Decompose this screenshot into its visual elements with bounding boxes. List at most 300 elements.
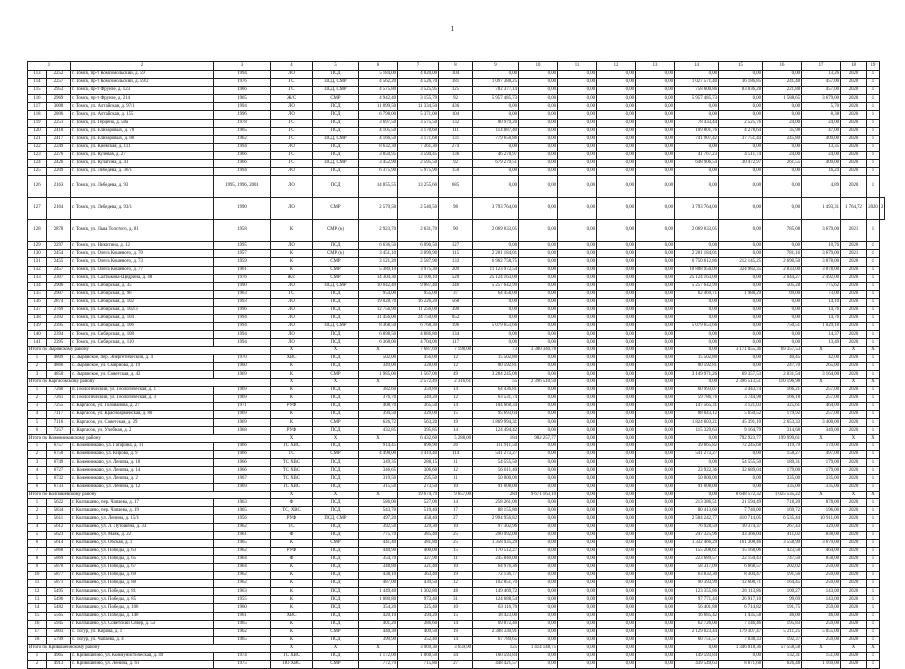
table-row bbox=[28, 250, 885, 258]
table-cell: СМР bbox=[313, 198, 359, 220]
table-cell: 2209 bbox=[47, 168, 71, 176]
table-cell: 212 145,25 bbox=[719, 258, 763, 266]
table-cell: ЛО bbox=[271, 143, 313, 151]
table-cell: 5870 bbox=[47, 563, 71, 571]
table-cell: К bbox=[271, 580, 313, 588]
table-row bbox=[28, 331, 885, 339]
table-cell: 1 bbox=[867, 515, 880, 523]
table-cell: г. Томск, ул. Лебедева, д. 93 bbox=[71, 176, 214, 198]
table-cell: 169,72 bbox=[763, 507, 802, 515]
table-cell: 0,00 bbox=[519, 168, 558, 176]
table-cell: 782 377,14 bbox=[473, 87, 519, 95]
table-cell: 1994 bbox=[214, 323, 271, 331]
table-cell: 6732 bbox=[47, 475, 71, 483]
table-cell: 0,00 bbox=[597, 563, 636, 571]
table-row bbox=[28, 547, 885, 555]
table-cell: 2769 bbox=[47, 306, 71, 314]
table-cell: 0,00 bbox=[636, 111, 675, 119]
table-cell: 1955 bbox=[214, 596, 271, 604]
table-cell: 5 389,10 bbox=[359, 266, 398, 274]
table-cell: 0,00 bbox=[636, 168, 675, 176]
table-cell: 3 679,00 bbox=[802, 220, 841, 242]
table-cell: 0,00 bbox=[558, 331, 597, 339]
page-number: 1 bbox=[450, 26, 455, 33]
table-cell: 1 bbox=[867, 419, 880, 427]
table-cell: 2020 bbox=[841, 168, 867, 176]
table-cell: 0,00 bbox=[558, 628, 597, 636]
table-cell: 411,02 bbox=[763, 531, 802, 539]
table-cell: 4 bbox=[28, 467, 47, 475]
table-cell: 191,56 bbox=[763, 572, 802, 580]
table-cell: 1965 bbox=[214, 127, 271, 135]
table-cell: 2020 bbox=[841, 323, 867, 331]
table-cell: 3 679,00 bbox=[802, 250, 841, 258]
table-cell: 2020 bbox=[867, 198, 880, 220]
table-cell: г. Томск, ул. Сибирская, д. 108 bbox=[71, 331, 214, 339]
table-cell: 2020 bbox=[841, 127, 867, 135]
table-cell: 0,00 bbox=[675, 306, 719, 314]
table-cell: 1966 bbox=[214, 451, 271, 459]
table-cell: 306,60 bbox=[398, 467, 439, 475]
table-cell: г. Томск, пр-т Комсомольский, д. 59/2 bbox=[71, 79, 214, 87]
table-cell: 335,00 bbox=[763, 483, 802, 491]
table-cell: г. Колпашево, ул. Обская, д. 1 bbox=[71, 539, 214, 547]
table-cell: 0,00 bbox=[519, 79, 558, 87]
table-cell: 1994 bbox=[214, 143, 271, 151]
table-cell: 2 031,54 bbox=[763, 371, 802, 379]
table-cell: 1 bbox=[28, 355, 47, 363]
column-number-cell: 3 bbox=[214, 62, 271, 71]
table-cell: 0,00 bbox=[558, 467, 597, 475]
table-cell: 497,20 bbox=[359, 515, 398, 523]
table-cell: 0,00 bbox=[519, 395, 558, 403]
table-cell: 2020 bbox=[841, 339, 867, 347]
table-cell: 0,00 bbox=[519, 315, 558, 323]
table-cell: 0,00 bbox=[719, 168, 763, 176]
table-cell: ПСД bbox=[313, 580, 359, 588]
table-cell: 0,00 bbox=[597, 507, 636, 515]
table-cell: ПСД bbox=[313, 111, 359, 119]
table-cell: 0,00 bbox=[675, 176, 719, 198]
table-cell: 354,70 bbox=[359, 555, 398, 563]
table-cell: 2020 bbox=[841, 555, 867, 563]
table-cell: 1 bbox=[867, 143, 880, 151]
table-cell: 0,00 bbox=[519, 220, 558, 242]
table-cell: 0,00 bbox=[675, 168, 719, 176]
table-cell: 1 bbox=[867, 563, 880, 571]
table-cell: 0,00 bbox=[763, 168, 802, 176]
table-cell: 13 bbox=[28, 596, 47, 604]
table-cell: ГС bbox=[271, 79, 313, 87]
table-cell: 2392 bbox=[47, 315, 71, 323]
table-cell: 2020 bbox=[841, 612, 867, 620]
district-total-cell: 2 396 513,51 bbox=[719, 379, 763, 387]
table-cell: 0,00 bbox=[558, 403, 597, 411]
table-cell: 0,00 bbox=[558, 612, 597, 620]
table-cell: 0,00 bbox=[636, 459, 675, 467]
table-cell: 2251 bbox=[47, 119, 71, 127]
table-cell: ПСД bbox=[313, 531, 359, 539]
table-cell: 8 368,50 bbox=[359, 323, 398, 331]
district-total-label: Итого по Зырянскому району bbox=[28, 347, 271, 355]
table-cell: 1 302,80 bbox=[398, 588, 439, 596]
table-cell: 2020 bbox=[841, 331, 867, 339]
table-cell: 2395 bbox=[47, 323, 71, 331]
table-cell: 0,00 bbox=[597, 523, 636, 531]
table-cell: 64 436,81 bbox=[473, 386, 519, 394]
table-cell: ПСД bbox=[313, 339, 359, 347]
table-cell: 3 170,60 bbox=[398, 127, 439, 135]
table-cell: ПСД bbox=[313, 395, 359, 403]
district-total-cell: 0,00 bbox=[597, 347, 636, 355]
table-cell: 95 693,64 bbox=[473, 411, 519, 419]
table-cell: ЛО bbox=[271, 103, 313, 111]
table-cell: г. Томск, ул. Елизаровых, д. 80 bbox=[71, 135, 214, 143]
table-cell: 8,38 bbox=[802, 111, 841, 119]
table-cell: 2020 bbox=[841, 475, 867, 483]
table-cell: 134 bbox=[28, 282, 47, 290]
district-total-cell: 982 257,77 bbox=[519, 435, 558, 443]
table-cell: 8 871,68 bbox=[719, 660, 763, 668]
district-total-cell: Х bbox=[359, 347, 398, 355]
table-cell: 1968 bbox=[214, 427, 271, 435]
table-row bbox=[28, 119, 885, 127]
table-cell: 0,00 bbox=[719, 143, 763, 151]
table-cell: 72 245,68 bbox=[719, 443, 763, 451]
table-cell: К bbox=[271, 220, 313, 242]
table-cell: 166,18 bbox=[763, 395, 802, 403]
table-cell: 27 bbox=[439, 515, 473, 523]
table-cell: 420,10 bbox=[359, 612, 398, 620]
table-cell: 179 307,47 bbox=[719, 628, 763, 636]
district-total-cell: 0,00 bbox=[558, 379, 597, 387]
table-cell: 0,00 bbox=[558, 339, 597, 347]
table-cell: СМР bbox=[313, 95, 359, 103]
table-cell: 4 498,00 bbox=[359, 451, 398, 459]
table-cell: ЛО bbox=[271, 315, 313, 323]
table-cell: 2020 bbox=[841, 539, 867, 547]
table-cell: 49 bbox=[439, 371, 473, 379]
table-cell: 37 bbox=[439, 290, 473, 298]
district-total-cell: 7 198,00 bbox=[439, 347, 473, 355]
column-number-cell: 5 bbox=[313, 62, 359, 71]
table-cell: 1 bbox=[867, 539, 880, 547]
district-total-cell: Х bbox=[313, 435, 359, 443]
table-cell: ТС bbox=[271, 451, 313, 459]
table-cell: 104 668,34 bbox=[473, 403, 519, 411]
table-cell: 0,00 bbox=[636, 483, 675, 491]
table-cell: 6727 bbox=[47, 467, 71, 475]
table-cell: 0,00 bbox=[597, 636, 636, 644]
table-cell: 1961 bbox=[214, 612, 271, 620]
table-cell: 23 922,36 bbox=[675, 467, 719, 475]
table-row bbox=[28, 355, 885, 363]
table-cell: 2020 bbox=[841, 427, 867, 435]
table-cell: 0,00 bbox=[597, 395, 636, 403]
table-cell: 2 492,00 bbox=[802, 274, 841, 282]
table-cell: 0,00 bbox=[473, 176, 519, 198]
table-cell: 626,72 bbox=[359, 419, 398, 427]
table-cell: 2020 bbox=[841, 95, 867, 103]
table-cell: ПСД, СМР bbox=[313, 323, 359, 331]
table-cell: 223 689,57 bbox=[675, 555, 719, 563]
table-cell: 394,20 bbox=[398, 612, 439, 620]
table-row bbox=[28, 71, 885, 79]
table-cell: 440,90 bbox=[359, 547, 398, 555]
table-cell: 4 562,20 bbox=[359, 79, 398, 87]
table-cell: 1964 bbox=[214, 563, 271, 571]
column-number-cell: 16 bbox=[763, 62, 802, 71]
table-cell: г. Томск, ул. Алтайская, д. 155 bbox=[71, 111, 214, 119]
table-cell: 0,00 bbox=[636, 531, 675, 539]
district-total-cell: 184 bbox=[473, 435, 519, 443]
table-cell: 72 136,77 bbox=[473, 572, 519, 580]
table-cell: 0,00 bbox=[473, 339, 519, 347]
table-cell: 2020 bbox=[841, 371, 867, 379]
table-cell: 0,00 bbox=[597, 151, 636, 159]
table-cell: 2297 bbox=[47, 242, 71, 250]
table-cell: 5 371,00 bbox=[398, 111, 439, 119]
table-cell: 209 bbox=[439, 266, 473, 274]
table-cell: 0,00 bbox=[675, 242, 719, 250]
table-cell: 0,00 bbox=[558, 563, 597, 571]
table-cell: РУФ bbox=[271, 403, 313, 411]
table-cell: 15 bbox=[439, 547, 473, 555]
table-cell: с. Тогур, ул. Кирова, д. 1 bbox=[71, 628, 214, 636]
table-cell: 196,00 bbox=[802, 507, 841, 515]
table-cell: 0,00 bbox=[597, 483, 636, 491]
table-cell: 0,00 bbox=[558, 580, 597, 588]
table-cell: 132 bbox=[28, 266, 47, 274]
table-cell: ТС, ХВС bbox=[271, 507, 313, 515]
table-cell: ПСД bbox=[313, 588, 359, 596]
table-cell: ЛО bbox=[271, 111, 313, 119]
table-cell: 838,00 bbox=[802, 531, 841, 539]
table-cell: 394,50 bbox=[359, 411, 398, 419]
table-cell: 69 872,46 bbox=[473, 620, 519, 628]
table-cell: 62 469,71 bbox=[675, 290, 719, 298]
table-cell: 354,20 bbox=[359, 604, 398, 612]
table-cell: 8 bbox=[28, 555, 47, 563]
table-cell: 0,00 bbox=[558, 515, 597, 523]
table-cell: 0,00 bbox=[719, 331, 763, 339]
table-cell: 25 124 163,00 bbox=[473, 274, 519, 282]
table-cell: 3 594,45 bbox=[398, 151, 439, 159]
table-cell: 64 976,36 bbox=[473, 563, 519, 571]
table-row bbox=[28, 660, 885, 668]
district-total-cell: Х bbox=[802, 347, 841, 355]
table-cell: ЛО bbox=[271, 306, 313, 314]
table-cell: 7255 bbox=[47, 403, 71, 411]
table-cell: 8 632,30 bbox=[359, 143, 398, 151]
table-cell: 0,00 bbox=[558, 79, 597, 87]
table-cell: 2020 bbox=[841, 499, 867, 507]
table-cell: 257,00 bbox=[802, 395, 841, 403]
table-cell: 97 302,96 bbox=[473, 523, 519, 531]
table-cell: 0,00 bbox=[519, 363, 558, 371]
table-cell: 2020 bbox=[841, 523, 867, 531]
table-cell: ПСД bbox=[313, 143, 359, 151]
table-cell: 92 bbox=[439, 160, 473, 168]
table-cell: 0,00 bbox=[763, 298, 802, 306]
table-cell: 0,00 bbox=[597, 119, 636, 127]
table-cell: г. Томск, ул. Лебедева, д. 93/1 bbox=[71, 198, 214, 220]
table-cell: 0,00 bbox=[719, 339, 763, 347]
table-cell: 1 bbox=[867, 499, 880, 507]
table-cell: 5799 bbox=[47, 636, 71, 644]
table-cell: 0,00 bbox=[558, 355, 597, 363]
table-cell: 329,00 bbox=[802, 523, 841, 531]
table-cell: 104 bbox=[439, 71, 473, 79]
table-cell: 1994 bbox=[214, 71, 271, 79]
table-cell: 90 393,99 bbox=[675, 580, 719, 588]
table-cell: г. Колпашево, ул. Победы, д. 69 bbox=[71, 572, 214, 580]
table-cell: Ж/С bbox=[271, 95, 313, 103]
table-cell: 37 751,44 bbox=[719, 135, 763, 143]
table-cell: 2020 bbox=[841, 620, 867, 628]
table-cell: 0,00 bbox=[636, 451, 675, 459]
table-cell: Ф bbox=[271, 499, 313, 507]
table-cell: 102 851,70 bbox=[473, 580, 519, 588]
table-cell: 2020 bbox=[841, 660, 867, 668]
table-cell: 3 bbox=[28, 403, 47, 411]
table-cell: 0,00 bbox=[519, 160, 558, 168]
table-cell: 858,00 bbox=[802, 555, 841, 563]
table-cell: 139 bbox=[28, 323, 47, 331]
table-cell: 196 bbox=[439, 323, 473, 331]
table-cell: 2020 bbox=[841, 306, 867, 314]
table-cell: 241,48 bbox=[763, 79, 802, 87]
table-cell: 1 493,31 bbox=[802, 198, 841, 220]
table-cell: 0,00 bbox=[597, 660, 636, 668]
table-row bbox=[28, 652, 885, 660]
table-cell: 7260 bbox=[47, 386, 71, 394]
table-cell: 0,00 bbox=[597, 168, 636, 176]
table-cell: СМР (к) bbox=[313, 250, 359, 258]
table-cell: СМР bbox=[313, 419, 359, 427]
table-cell: 0,00 bbox=[558, 636, 597, 644]
table-cell: 1966 bbox=[214, 467, 271, 475]
table-cell: 1 bbox=[867, 588, 880, 596]
table-cell: 747,50 bbox=[763, 555, 802, 563]
table-cell: 2 595,50 bbox=[398, 160, 439, 168]
district-total-cell: Х bbox=[841, 347, 867, 355]
table-cell: 2020 bbox=[841, 160, 867, 168]
table-cell: г. Томск, ул. Сибирская, д. 110 bbox=[71, 339, 214, 347]
table-cell: 1976 bbox=[214, 79, 271, 87]
table-cell: 1 bbox=[867, 628, 880, 636]
table-cell: 192,37 bbox=[763, 636, 802, 644]
table-cell: г. Колпашево, пер. Чапаева, д. 19 bbox=[71, 507, 214, 515]
table-cell: 3 697,50 bbox=[359, 119, 398, 127]
table-cell: 80 413,60 bbox=[675, 507, 719, 515]
table-cell: 2020 bbox=[841, 419, 867, 427]
table-cell: 0,00 bbox=[558, 588, 597, 596]
district-total-cell: 199 999,61 bbox=[763, 435, 802, 443]
table-cell: 0,00 bbox=[558, 411, 597, 419]
district-total-cell: 0,00 bbox=[558, 435, 597, 443]
table-cell: г. Колпашево, ул. Советский Север, д. 53 bbox=[71, 620, 214, 628]
table-cell: 4 511,74 bbox=[719, 151, 763, 159]
table-cell: 896,90 bbox=[398, 443, 439, 451]
table-cell: 36 186,85 bbox=[719, 79, 763, 87]
table-cell: 0,00 bbox=[597, 315, 636, 323]
table-cell: 0,00 bbox=[636, 596, 675, 604]
table-cell: 12 bbox=[439, 355, 473, 363]
table-cell: с. Тогур, ул. Чапаева, д. 4 bbox=[71, 636, 214, 644]
table-cell: г. Колпашево, ул. Л. Лутошена, д. 33 bbox=[71, 523, 214, 531]
table-cell: 0,00 bbox=[675, 103, 719, 111]
table-cell: 16 226,20 bbox=[398, 298, 439, 306]
table-cell: 0,00 bbox=[597, 331, 636, 339]
district-total-cell: 792 923,77 bbox=[719, 435, 763, 443]
table-cell: 0,00 bbox=[558, 135, 597, 143]
district-total-cell: 57 558,58 bbox=[763, 644, 802, 652]
table-cell: К bbox=[271, 628, 313, 636]
table-cell: 32 689,04 bbox=[719, 467, 763, 475]
table-cell: Ф bbox=[271, 555, 313, 563]
table-row bbox=[28, 620, 885, 628]
table-cell: 274 bbox=[439, 143, 473, 151]
table-cell: 325,40 bbox=[398, 604, 439, 612]
table-cell: 14 bbox=[439, 620, 473, 628]
table-row bbox=[28, 103, 885, 111]
table-cell: 14 bbox=[439, 386, 473, 394]
table-cell: 0,00 bbox=[597, 515, 636, 523]
table-cell: 179,00 bbox=[802, 459, 841, 467]
table-cell: 2 587,90 bbox=[398, 258, 439, 266]
table-cell: ПСД bbox=[313, 103, 359, 111]
table-cell: 0,00 bbox=[636, 151, 675, 159]
table-row bbox=[28, 612, 885, 620]
table-cell: 0,00 bbox=[558, 572, 597, 580]
table-cell: 11 123 972,54 bbox=[473, 266, 519, 274]
table-cell: 0,00 bbox=[597, 79, 636, 87]
table-row bbox=[28, 507, 885, 515]
table-cell: К bbox=[271, 258, 313, 266]
table-cell: 385,40 bbox=[398, 531, 439, 539]
table-cell: 15 bbox=[28, 612, 47, 620]
table-cell: 2021 bbox=[841, 220, 867, 242]
table-cell: 0,00 bbox=[763, 143, 802, 151]
table-cell: 137 bbox=[28, 306, 47, 314]
table-cell: 2257 bbox=[47, 79, 71, 87]
district-total-cell: Х bbox=[271, 347, 313, 355]
table-cell: 14,76 bbox=[802, 306, 841, 314]
table-cell: 259,00 bbox=[802, 580, 841, 588]
table-cell: ПСД, СМР bbox=[313, 515, 359, 523]
table-cell: г. Томск, ул. Алтайская, д. 97/1 bbox=[71, 103, 214, 111]
table-cell: 1 bbox=[867, 555, 880, 563]
table-row bbox=[28, 220, 885, 242]
table-row bbox=[28, 483, 885, 491]
table-cell: 257,00 bbox=[802, 386, 841, 394]
table-cell: 0,00 bbox=[597, 220, 636, 242]
table-cell: г. Колпашево, ул. Ленина, д. 15/1 bbox=[71, 515, 214, 523]
table-cell: ПСД bbox=[313, 547, 359, 555]
table-row bbox=[28, 135, 885, 143]
table-cell: 1956 bbox=[214, 515, 271, 523]
table-cell: 147 565,31 bbox=[675, 403, 719, 411]
table-cell: 0,00 bbox=[558, 604, 597, 612]
district-total-cell: Х bbox=[841, 435, 867, 443]
table-cell: 1965 bbox=[214, 636, 271, 644]
table-cell: 779 658,86 bbox=[473, 135, 519, 143]
table-cell: ПСД bbox=[313, 290, 359, 298]
table-cell: 390 bbox=[439, 306, 473, 314]
table-cell: 11 899,50 bbox=[359, 103, 398, 111]
table-row bbox=[28, 151, 885, 159]
